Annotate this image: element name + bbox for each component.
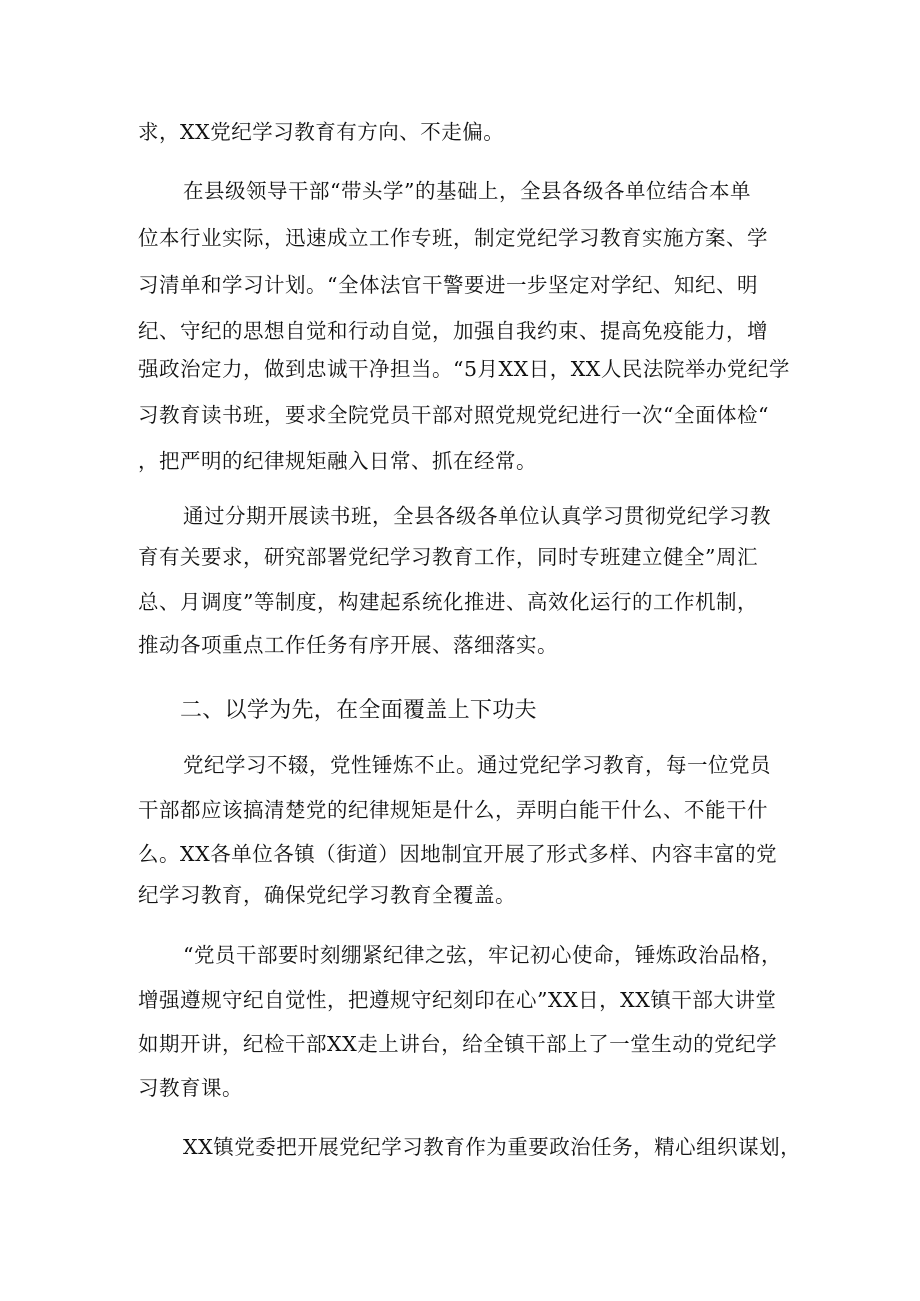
text-line: 推动各项重点工作任务有序开展、落细落实。 xyxy=(138,633,558,657)
text-line: 习教育读书班，要求全院党员干部对照党规党纪进行一次“全面体检“ xyxy=(138,403,769,427)
text-line: 位本行业实际，迅速成立工作专班，制定党纪学习教育实施方案、学 xyxy=(138,226,768,250)
text-line: ，把严明的纪律规矩融入日常、抓在经常。 xyxy=(138,449,537,473)
text-line: 纪、守纪的思想自觉和行动自觉，加强自我约束、提高免疫能力，增 xyxy=(138,319,768,343)
text-line: 育有关要求，研究部署党纪学习教育工作，同时专班建立健全”周汇 xyxy=(138,545,758,569)
text-line: 强政治定力，做到忠诚干净担当。“5月XX日，XX人民法院举办党纪学 xyxy=(138,357,790,381)
text-line: 总、月调度”等制度，构建起系统化推进、高效化运行的工作机制， xyxy=(138,590,758,614)
text-line: 么。XX各单位各镇（街道）因地制宜开展了形式多样、内容丰富的党 xyxy=(138,842,778,866)
text-line: “党员干部要时刻绷紧纪律之弦，牢记初心使命，锤炼政治品格， xyxy=(183,943,782,967)
text-line: 增强遵规守纪自觉性，把遵规守纪刻印在心”XX日，XX镇干部大讲堂 xyxy=(138,988,777,1012)
text-line: 习清单和学习计划。“全体法官干警要进一步坚定对学纪、知纪、明 xyxy=(138,273,758,297)
text-line: XX镇党委把开展党纪学习教育作为重要政治任务，精心组织谋划， xyxy=(183,1135,802,1159)
section-heading: 二、以学为先，在全面覆盖上下功夫 xyxy=(180,698,537,723)
text-line: 习教育课。 xyxy=(138,1076,243,1100)
text-line: 通过分期开展读书班，全县各级各单位认真学习贯彻党纪学习教 xyxy=(183,504,771,528)
text-line: 干部都应该搞清楚党的纪律规矩是什么，弄明白能干什么、不能干什 xyxy=(138,798,768,822)
text-line: 如期开讲，纪检干部XX走上讲台，给全镇干部上了一堂生动的党纪学 xyxy=(138,1032,778,1056)
text-line: 在县级领导干部“带头学”的基础上，全县各级各单位结合本单 xyxy=(183,179,751,203)
text-line: 求，XX党纪学习教育有方向、不走偏。 xyxy=(138,120,505,144)
text-line: 党纪学习不辍，党性锤炼不止。通过党纪学习教育，每一位党员 xyxy=(183,753,771,777)
text-line: 纪学习教育，确保党纪学习教育全覆盖。 xyxy=(138,883,516,907)
